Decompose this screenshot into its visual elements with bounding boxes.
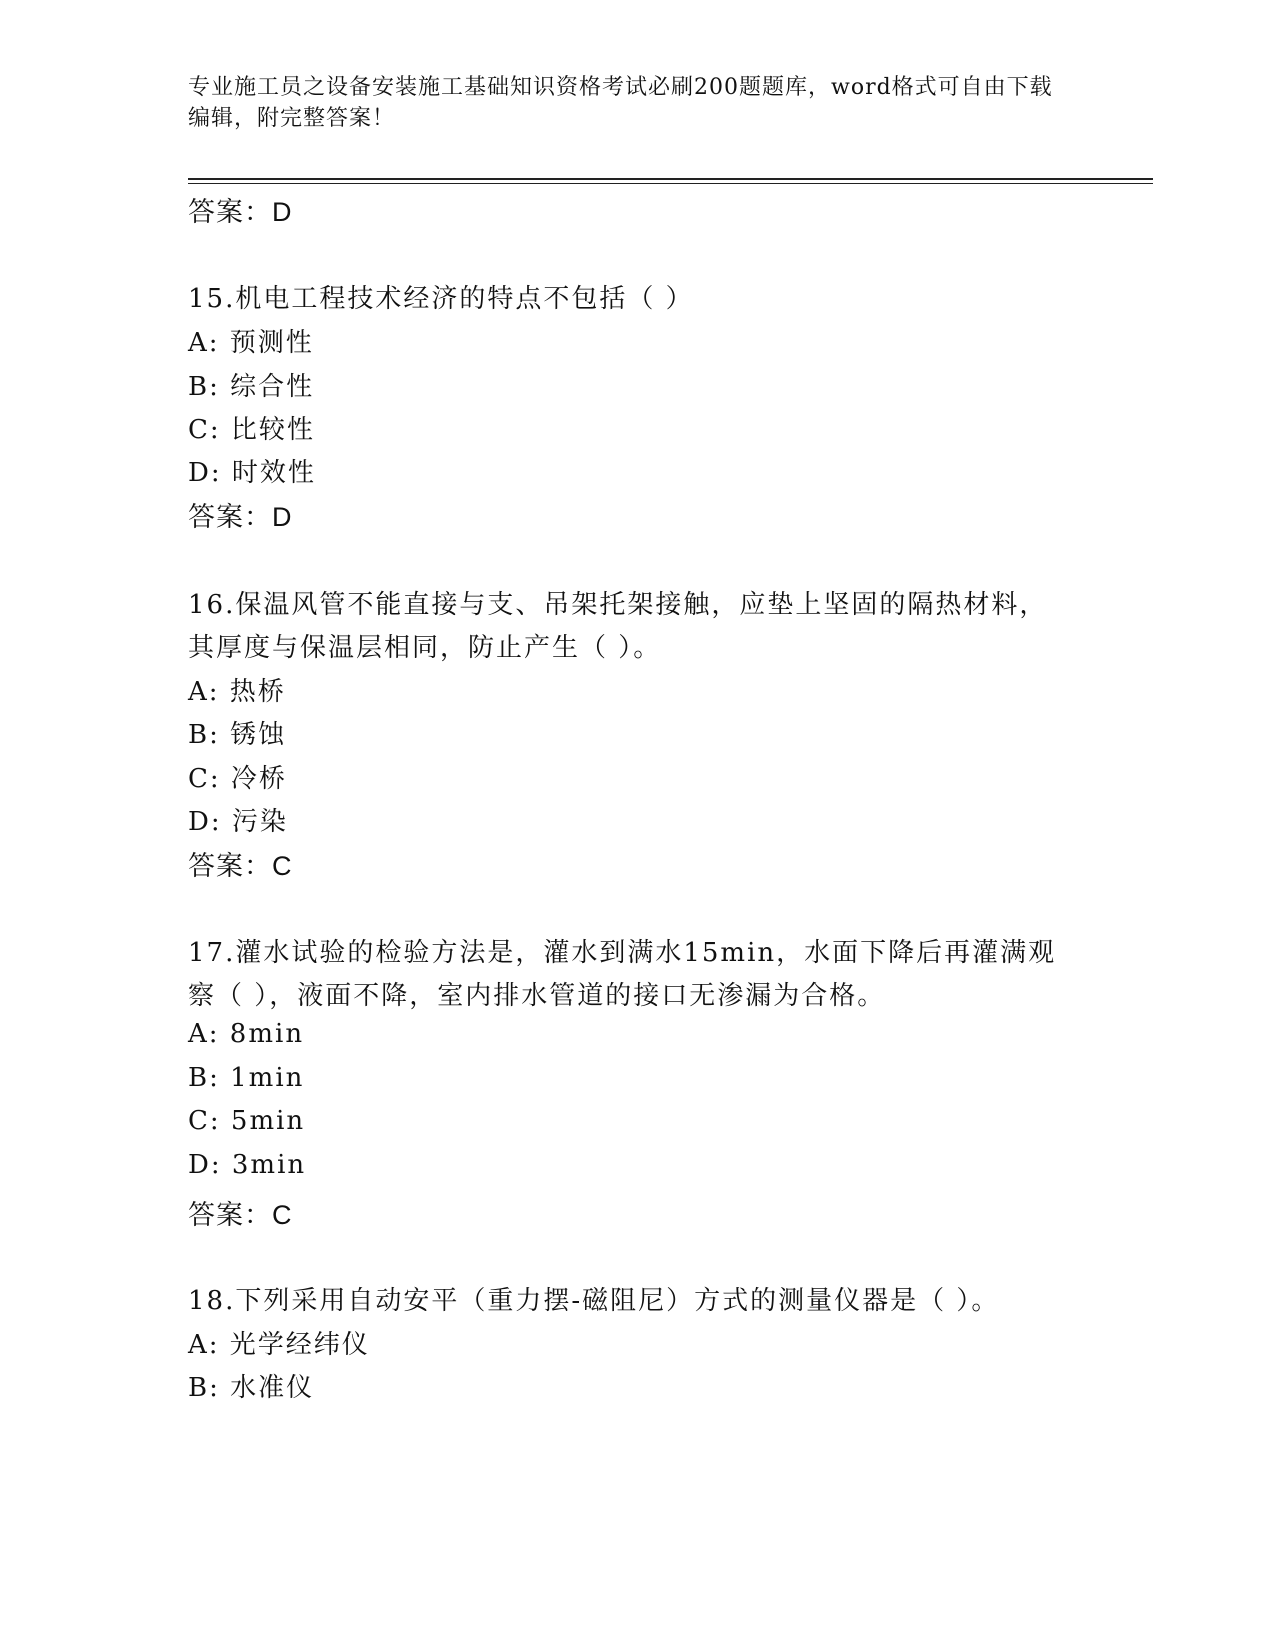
question-17-stem-line2: 察（ ），液面不降，室内排水管道的接口无渗漏为合格。 [188,981,886,1011]
question-17-answer: 答案：C [188,1200,293,1230]
question-15-option-b: B: 综合性 [188,372,315,402]
answer-prev: 答案：D [188,197,293,227]
question-17-option-a: A: 8min [188,1019,305,1049]
question-15-stem: 15.机电工程技术经济的特点不包括（ ） [188,284,694,314]
question-15-option-a: A: 预测性 [188,328,314,358]
question-16-stem-line1: 16.保温风管不能直接与支、吊架托架接触，应垫上坚固的隔热材料， [188,590,1048,620]
question-17-option-c: C: 5min [188,1106,306,1136]
question-16-option-c: C: 冷桥 [188,764,287,794]
question-17-option-d: D: 3min [188,1150,307,1180]
question-18-option-b: B: 水准仪 [188,1373,315,1403]
question-17-stem-line1: 17.灌水试验的检验方法是，灌水到满水15min，水面下降后再灌满观 [188,938,1057,968]
document-header: 专业施工员之设备安装施工基础知识资格考试必刷200题题库，word格式可自由下载编辑，附完整答案！ [188,75,1053,131]
question-15-option-d: D: 时效性 [188,458,316,488]
question-17-option-b: B: 1min [188,1063,305,1093]
question-16-option-b: B: 锈蚀 [188,720,287,750]
header-rule-thin [188,183,1153,184]
question-18-option-a: A: 光学经纬仪 [188,1330,370,1360]
question-16-stem-line2: 其厚度与保温层相同，防止产生（ ）。 [188,633,662,663]
question-16-option-d: D: 污染 [188,807,288,837]
question-15-option-c: C: 比较性 [188,415,315,445]
question-18-stem: 18.下列采用自动安平（重力摆-磁阻尼）方式的测量仪器是（ ）。 [188,1286,1000,1316]
question-16-answer: 答案：C [188,851,293,881]
question-15-answer: 答案：D [188,502,293,532]
header-rule-thick [188,178,1153,180]
question-16-option-a: A: 热桥 [188,677,286,707]
